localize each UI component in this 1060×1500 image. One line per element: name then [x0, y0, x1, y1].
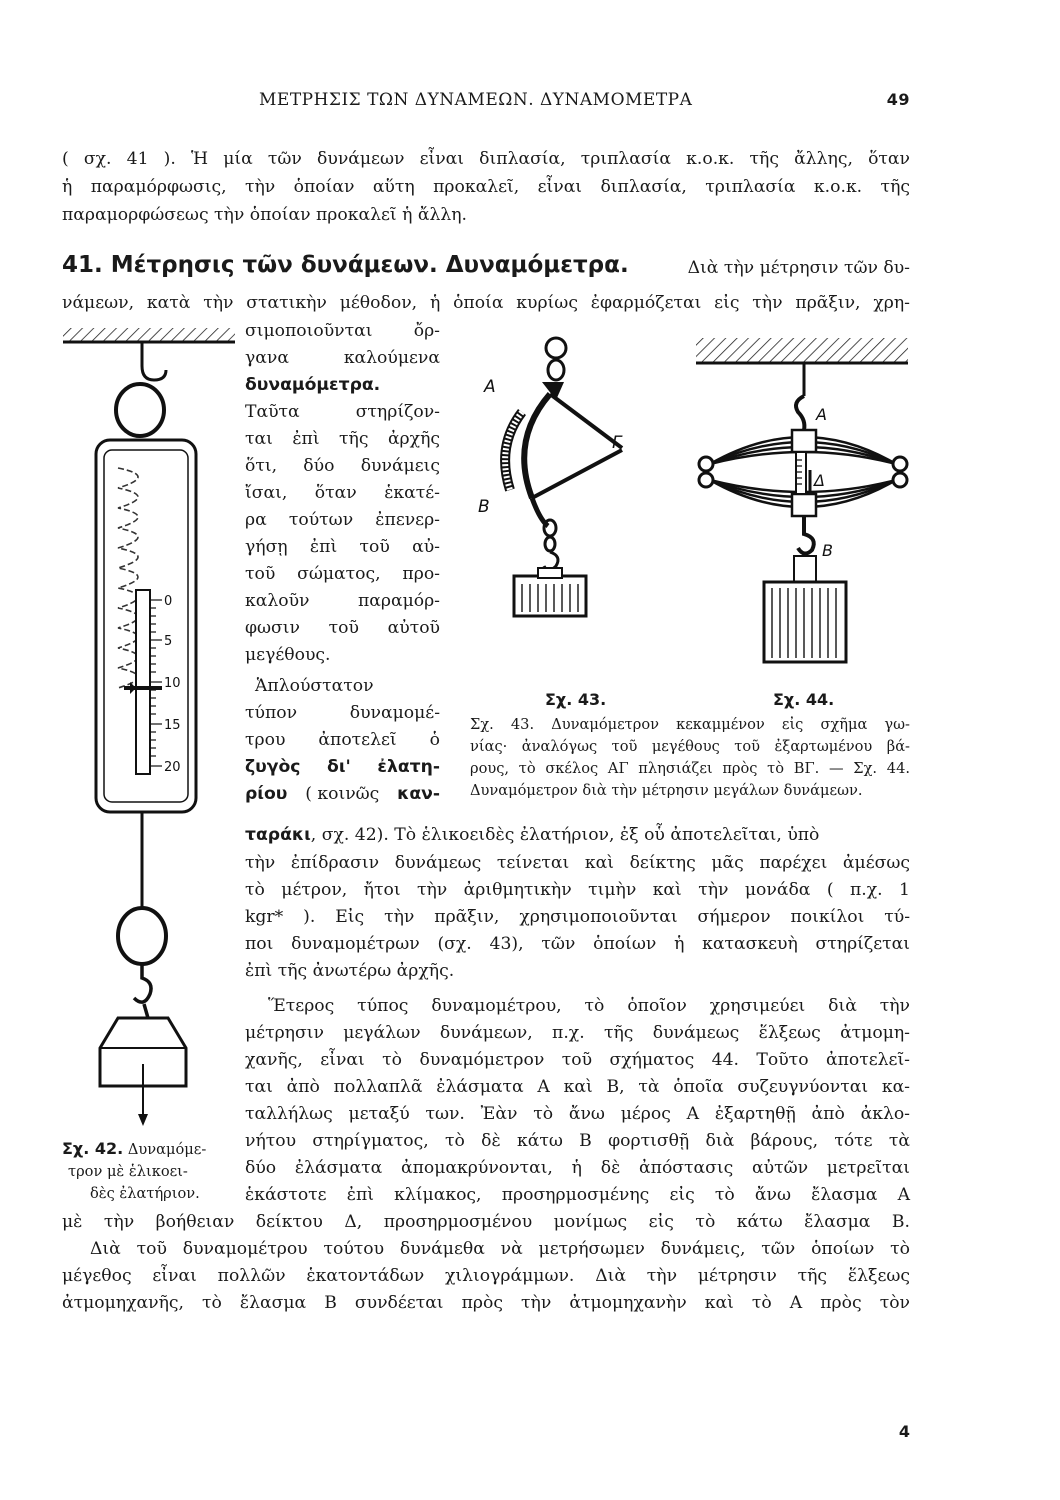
body-line: μέτρησιν μεγάλων δυνάμεων, π.χ. τῆς δυνάμεως ἕλξεως ἀτμομη- [245, 1023, 910, 1043]
arm-ag [524, 394, 622, 498]
caption-text: τρον μὲ ἑλικοει- [68, 1163, 188, 1180]
body-line: γήσῃ ἐπὶ τοῦ αὐ- [245, 537, 440, 557]
body-line: Ταῦτα στηρίζον- [245, 402, 440, 422]
hook-b [798, 516, 814, 554]
term-zygos: ζυγὸς δι' ἐλατη- [245, 757, 440, 777]
body-line: σιμοποιοῦνται ὄρ- [245, 321, 440, 341]
caption-text: Δυναμόμετρον διὰ τὴν μέτρησιν μεγάλων δυνάμεων. [470, 782, 863, 799]
lower-ring [118, 908, 166, 964]
scale-label: 0 [164, 594, 173, 609]
body-line: τὸ μέτρον, ἤτοι τὴν ἀριθμητικὴν τιμὴν καὶ τὴν μονάδα ( π.χ. 1 [245, 880, 910, 900]
section-heading-tail: Διὰ τὴν μέτρησιν τῶν δυ- [687, 258, 910, 278]
term-elateriou: ρίου [245, 784, 288, 804]
body-line: ται ἀπὸ πολλαπλᾶ ἐλάσματα Α καὶ Β, τὰ ὁποῖα συζευγνύονται κα- [245, 1077, 910, 1097]
body-line: τοῦ σώματος, προ- [245, 564, 440, 584]
caption-text: ρους, τὸ σκέλος ΑΓ πλησιάζει πρὸς τὸ ΒΓ. — Σχ. 44. [470, 760, 910, 777]
scale-label: 10 [164, 676, 181, 691]
body-line: τὴν ἐπίδρασιν δυνάμεως τείνεται καὶ δείκτης μᾶς παρέχει ἀμέσως [245, 853, 910, 873]
body-line: Διὰ τοῦ δυναμομέτρου τούτου δυνάμεθα νὰ μετρήσωμεν δυνάμεις, τῶν ὁποίων τὸ [90, 1239, 910, 1259]
body-line: τρου ἀποτελεῖ ὁ [245, 730, 440, 750]
body-line: τύπον δυναμομέ- [245, 703, 440, 723]
body-line: ρα τούτων ἐπενερ- [245, 510, 440, 530]
fig42-spring-balance [58, 318, 244, 1133]
upper-hook [142, 342, 166, 380]
upper-ring [116, 384, 164, 436]
running-title: ΜΕΤΡΗΣΙΣ ΤΩΝ ΔΥΝΑΜΕΩΝ. ΔΥΝΑΜΟΜΕΤΡΑ [259, 90, 693, 110]
letter-g: Γ [612, 433, 622, 453]
arm-bg [532, 450, 622, 498]
fig43-44-caption [470, 714, 910, 802]
intro-line: ἡ παραμόρφωσις, τὴν ὁποίαν αὕτη προκαλεῖ, εἶναι διπλασία, τριπλασία κ.ο.κ. τῆς [62, 177, 910, 197]
fig43-bent-dynamometer [470, 330, 630, 650]
letter-b: Β [478, 497, 490, 517]
caption-text: νίας· ἀναλόγως τοῦ μεγέθους τοῦ ἐξαρτωμένου βά- [470, 738, 910, 755]
body-line: φωσιν τοῦ αὐτοῦ [245, 618, 440, 638]
body-line: μὲ τὴν βοήθειαν δείκτου Δ, προσηρμοσμένου μονίμως εἰς τὸ κάτω ἔλασμα Β. [62, 1212, 910, 1232]
body-line: ἀτμομηχανῆς, τὸ ἔλασμα Β συνδέεται πρὸς τὴν ἀτμομηχανὴν καὶ τὸ Α πρὸς τὸν [62, 1293, 910, 1313]
body-line: ἐπὶ τῆς ἀνωτέρω ἀρχῆς. [245, 961, 455, 981]
caption-text: Σχ. 43. Δυναμόμετρον κεκαμμένον εἰς σχῆμα γω- [470, 716, 910, 733]
center-blocks [792, 430, 816, 516]
body-line: ὅτι, δύο δυνάμεις [245, 456, 440, 476]
body-line: μέγεθος εἶναι πολλῶν ἑκατοντάδων χιλιογράμμων. Διὰ τὴν μέτρησιν τῆς ἕλξεως [62, 1266, 910, 1286]
term-dynamometra: δυναμόμετρα. [245, 375, 381, 395]
fig44-large-dynamometer [688, 330, 916, 670]
body-line: γανα καλούμενα [245, 348, 440, 368]
lower-hook [134, 964, 151, 1018]
section-heading: 41. Μέτρησις τῶν δυνάμεων. Δυναμόμετρα. [62, 252, 629, 278]
body-line: δύο ἐλάσματα ἀπομακρύνονται, ἡ δὲ ἀπόστασις αὐτῶν μετρεῖται [245, 1158, 910, 1178]
term-kantaraki: καν- [397, 784, 440, 804]
top-ring [546, 338, 566, 380]
body-line: ἴσαι, ὅταν ἑκατέ- [245, 483, 440, 503]
fig43-label: Σχ. 43. [545, 690, 607, 709]
inline-text: ( κοινῶς [305, 784, 380, 804]
body-line-mixed [245, 781, 440, 808]
signature-mark: 4 [898, 1422, 910, 1441]
letter-b: Β [822, 541, 833, 560]
body-line: νήτου στηρίγματος, τὸ δὲ κάτω Β φορτισθῇ διὰ βάρους, τότε τὰ [245, 1131, 910, 1151]
inline-text: , σχ. 42). Τὸ ἑλικοειδὲς ἐλατήριον, ἐξ οὗ ἀποτελεῖται, ὑπὸ [310, 825, 820, 845]
ceiling-support [696, 338, 908, 363]
body-line: ποι δυναμομέτρων (σχ. 43), τῶν ὁποίων ἡ κατασκευὴ στηρίζεται [245, 934, 910, 954]
fig42-label: Σχ. 42. [62, 1139, 124, 1158]
weight-cylinder [514, 568, 586, 616]
letter-a: Α [484, 377, 496, 397]
body-line: Ἁπλούστατον [255, 676, 374, 696]
body-line-mixed [245, 822, 910, 849]
body-line: χανῆς, εἶναι τὸ δυναμόμετρον τοῦ σχήματος 44. Τοῦτο ἀποτελεῖ- [245, 1050, 910, 1070]
body-line: ταλλήλως μεταξύ των. Ἐὰν τὸ ἄνω μέρος Α ἐξαρτηθῇ ἀπὸ ἀκλο- [245, 1104, 910, 1124]
page-number: 49 [886, 90, 910, 109]
body-line: ται ἐπὶ τῆς ἀρχῆς [245, 429, 440, 449]
letter-d: Δ [814, 471, 825, 490]
intro-line: παραμορφώσεως τὴν ὁποίαν προκαλεῖ ἡ ἄλλη. [62, 205, 468, 225]
weight-cylinder [764, 556, 846, 662]
scale-label: 15 [164, 718, 181, 733]
section-heading-line [62, 252, 910, 278]
body-line: Ἕτερος τύπος δυναμομέτρου, τὸ ὁποῖον χρησιμεύει διὰ τὴν [268, 996, 910, 1016]
letter-a: Α [816, 405, 827, 424]
body-line: νάμεων, κατὰ τὴν στατικὴν μέθοδον, ἡ ὁποία κυρίως ἐφαρμόζεται εἰς τὴν πρᾶξιν, χρη- [62, 293, 910, 313]
body-line: καλοῦν παραμόρ- [245, 591, 440, 611]
curved-scale [505, 412, 522, 490]
caption-text: Δυναμόμε- [123, 1141, 207, 1158]
fig42-caption [62, 1138, 242, 1205]
hook-a [796, 396, 804, 430]
body-line: kgr* ). Εἰς τὴν πρᾶξιν, χρησιμοποιοῦνται σήμερον ποικίλοι τύ- [245, 907, 910, 927]
term-kantaraki-cont: ταράκι [245, 825, 311, 845]
fig44-label: Σχ. 44. [773, 690, 835, 709]
scale-rod [136, 590, 150, 774]
ceiling-support [63, 328, 235, 342]
body-line: μεγέθους. [245, 645, 331, 665]
intro-line: ( σχ. 41 ). Ἡ μία τῶν δυνάμεων εἶναι διπλασία, τριπλασία κ.ο.κ. τῆς ἄλλης, ὅταν [62, 149, 910, 169]
scale-label: 20 [164, 760, 181, 775]
scale-label: 5 [164, 634, 173, 649]
caption-text: δὲς ἐλατήριον. [90, 1185, 200, 1202]
body-line: ἑκάστοτε ἐπὶ κλίμακος, προσηρμοσμένης εἰς τὸ ἄνω ἔλασμα Α [245, 1185, 910, 1205]
